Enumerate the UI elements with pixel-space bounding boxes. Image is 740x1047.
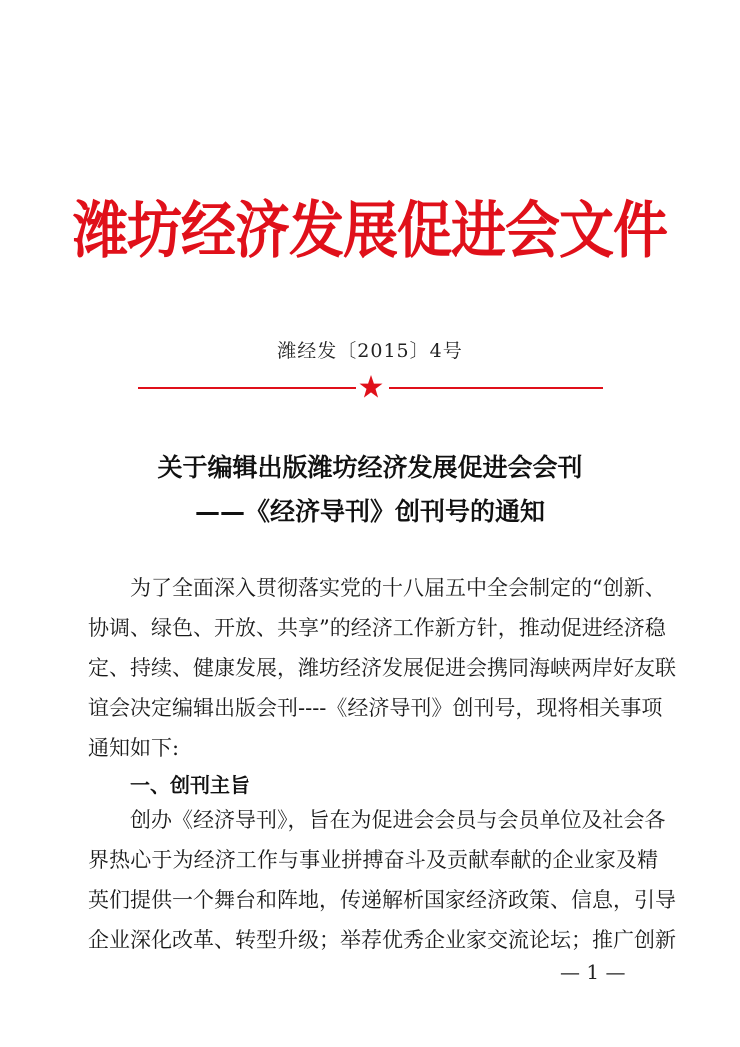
body-paragraph-1 (88, 568, 676, 768)
page-number: — 1 — (560, 960, 626, 984)
document-number: 潍经发〔2015〕4号 (277, 340, 463, 362)
paragraph-line: 谊会决定编辑出版会刊----《经济导刊》创刊号，现将相关事项 (88, 696, 663, 720)
notice-title-line-2: ——《经济导刊》创刊号的通知 (194, 497, 545, 526)
red-divider (138, 374, 603, 402)
paragraph-line: 英们提供一个舞台和阵地，传递解析国家经济政策、信息，引导 (88, 888, 676, 912)
notice-title-line-1: 关于编辑出版潍坊经济发展促进会会刊 (157, 453, 583, 482)
divider-line-left (138, 387, 356, 389)
paragraph-line: 界热心于为经济工作与事业拼搏奋斗及贡献奉献的企业家及精 (88, 848, 658, 872)
divider-line-right (389, 387, 603, 389)
paragraph-line: 协调、绿色、开放、共享”的经济工作新方针，推动促进经济稳 (88, 616, 666, 640)
masthead-title: 潍坊经济发展促进会文件 (72, 193, 667, 266)
body-paragraph-2 (88, 800, 676, 960)
paragraph-line: 通知如下: (88, 736, 180, 760)
star-icon (359, 374, 383, 400)
paragraph-line: 定、持续、健康发展，潍坊经济发展促进会携同海峡两岸好友联 (88, 656, 676, 680)
paragraph-line: 为了全面深入贯彻落实党的十八届五中全会制定的“创新、 (130, 576, 666, 600)
section-heading: 一、创刊主旨 (130, 773, 250, 797)
paragraph-line: 企业深化改革、转型升级；举荐优秀企业家交流论坛；推广创新 (88, 928, 676, 952)
paragraph-line: 创办《经济导刊》，旨在为促进会会员与会员单位及社会各 (130, 808, 666, 832)
